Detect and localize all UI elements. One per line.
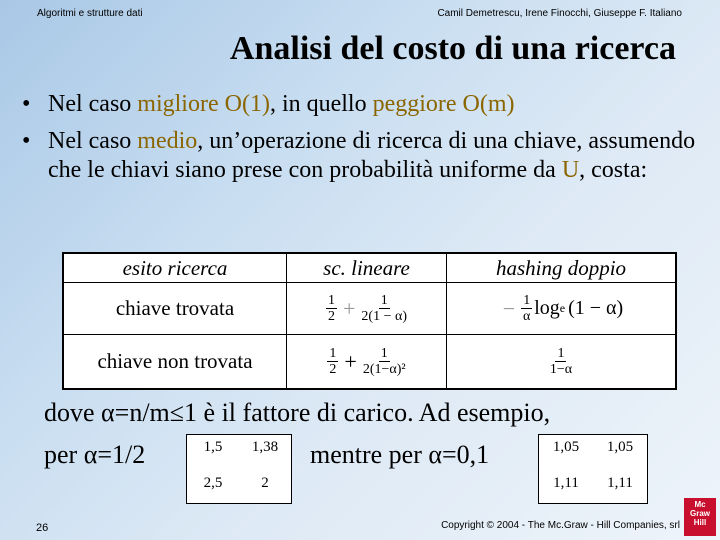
log-symbol: log	[534, 297, 560, 319]
value-notfound-double: 1,11	[607, 475, 633, 491]
denominator: 2(1 − α)	[361, 309, 407, 324]
plus-sign: +	[344, 348, 357, 374]
example-tenth-text: mentre per α=0,1	[310, 440, 490, 469]
log-base: e	[559, 301, 566, 315]
value-notfound-double: 2	[261, 475, 269, 491]
bullet-part: , un’operazione di ricerca di una chiave, assumendo che le chiavi siano prese con probabilità uniforme da	[48, 128, 696, 183]
fraction	[363, 346, 406, 377]
denominator: 2	[329, 362, 337, 377]
slide-title: Analisi del costo di una ricerca	[229, 30, 676, 67]
minus-sign: −	[502, 295, 516, 321]
denominator: α	[523, 309, 531, 324]
bullet-part: , in quello	[269, 91, 373, 117]
highlight-worst-case: peggiore O(m)	[372, 91, 515, 117]
numerator: 1	[380, 293, 388, 308]
fraction	[326, 293, 337, 324]
numerator: 1	[328, 293, 335, 308]
bullet-part: , costa:	[579, 157, 648, 183]
table-header-linear: sc. lineare	[287, 254, 447, 283]
fraction	[327, 346, 338, 377]
highlight-universe: U	[561, 157, 580, 183]
value-found-linear: 1,05	[552, 439, 580, 455]
table-row-label-found: chiave trovata	[64, 283, 287, 335]
table-header-outcome: esito ricerca	[64, 254, 287, 283]
bullet-text	[48, 90, 515, 119]
value-found-double: 1,05	[606, 439, 634, 455]
header-course-title: Algoritmi e strutture dati	[37, 8, 143, 19]
formula-notfound-linear	[287, 335, 447, 388]
bullet-part: Nel caso	[48, 91, 138, 117]
formula-notfound-double	[447, 335, 675, 388]
publisher-logo: Mc Graw Hill	[684, 498, 716, 536]
value-found-double: 1,38	[251, 439, 279, 455]
bullet-dot: •	[22, 91, 31, 117]
numerator: 1	[329, 346, 337, 361]
table-row-label-not-found: chiave non trovata	[64, 335, 287, 388]
value-notfound-linear: 2,5	[203, 475, 223, 491]
example-table-half	[186, 434, 292, 504]
value-found-linear: 1,5	[203, 439, 223, 455]
denominator: 2(1−α)²	[362, 362, 406, 377]
example-table-tenth	[538, 434, 648, 504]
copyright-notice: Copyright © 2004 - The Mc.Graw - Hill Companies, srl	[441, 520, 680, 531]
fraction	[361, 293, 407, 324]
numerator: 1	[557, 346, 565, 361]
page-number: 26	[36, 522, 49, 534]
denominator: 1−α	[549, 362, 573, 377]
bullet-text	[48, 127, 708, 185]
table-header-double-hashing: hashing doppio	[447, 254, 675, 283]
numerator: 1	[380, 346, 388, 361]
load-factor-text: dove α=n/m≤1 è il fattore di carico. Ad esempio,	[44, 398, 551, 427]
denominator: 2	[328, 309, 335, 324]
formula-found-double	[447, 283, 675, 335]
highlight-best-case: migliore O(1)	[137, 91, 270, 117]
header-authors: Camil Demetrescu, Irene Finocchi, Giuseppe F. Italiano	[437, 8, 682, 19]
cost-table	[62, 252, 677, 390]
fraction	[521, 293, 532, 324]
highlight-average-case: medio	[137, 128, 198, 154]
example-half-text: per α=1/2	[44, 440, 146, 469]
plus-sign: +	[343, 295, 356, 321]
bullet-dot: •	[22, 128, 31, 154]
log-argument: (1 − α)	[568, 297, 624, 319]
bullet-part: Nel caso	[48, 128, 138, 154]
formula-found-linear	[287, 283, 447, 335]
value-notfound-linear: 1,11	[553, 475, 579, 491]
numerator: 1	[523, 293, 531, 308]
fraction	[550, 346, 572, 377]
